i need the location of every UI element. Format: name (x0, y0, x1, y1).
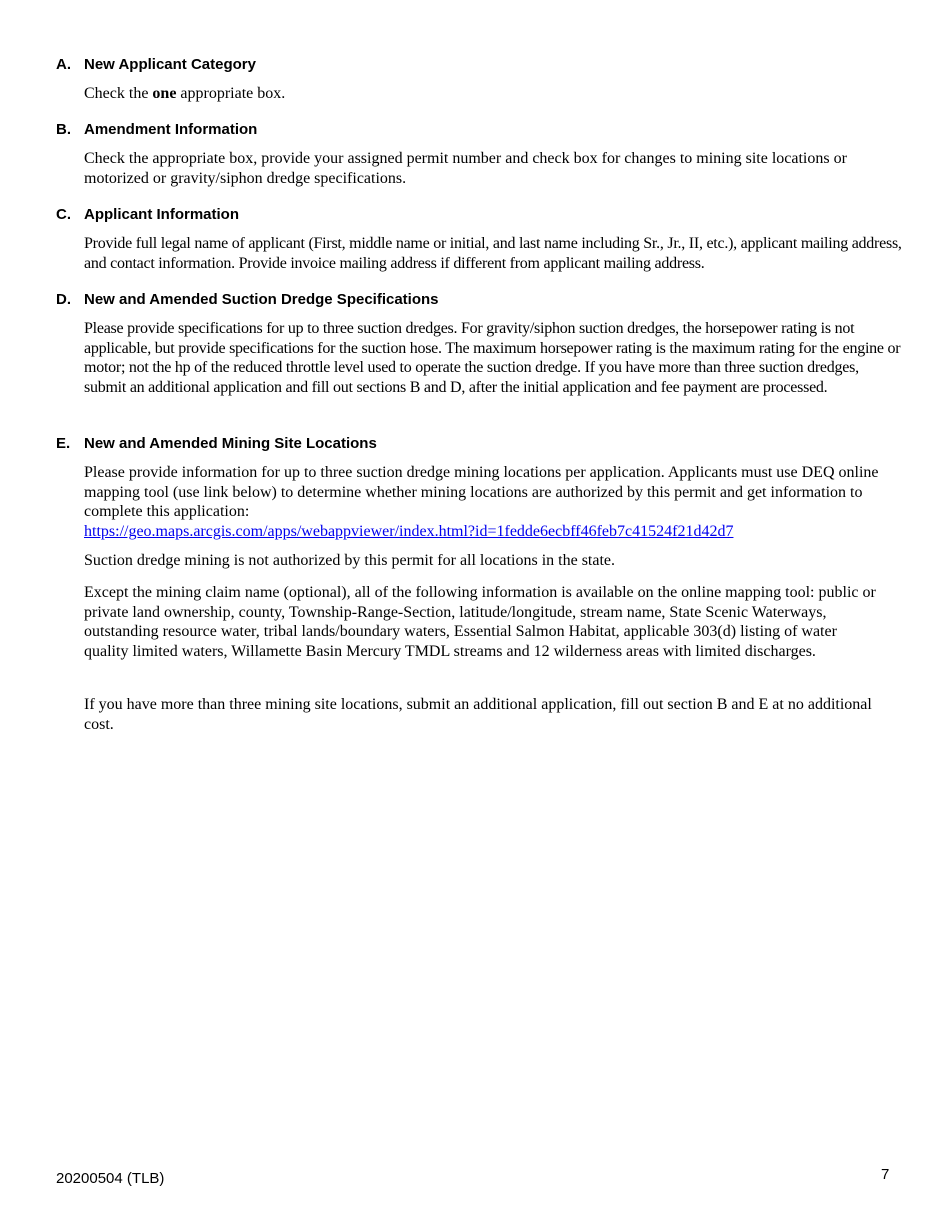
section-d-heading (56, 291, 439, 309)
footer-page-number: 7 (881, 1166, 890, 1183)
section-b-heading (56, 121, 257, 139)
section-a-title: New Applicant Category (84, 56, 256, 73)
section-e-para-3: Except the mining claim name (optional), all of the following information is available on the online mapping tool: public or private land ownership, county, Township-Range-Section, latitude/longitude, stream name, State Scenic Waterways, outstanding resource water, tribal lands/boundary waters, Essential Salmon Habitat, applicable 303(d) listing of water quality limited waters, Willamette Basin Mercury TMDL streams and 12 wilderness areas with limited discharges. (84, 584, 876, 660)
section-c-heading (56, 206, 239, 224)
section-a-text-bold: one (152, 85, 177, 102)
section-b-text: Check the appropriate box, provide your assigned permit number and check box for changes to mining site locations or motorized or gravity/siphon dredge specifications. (84, 150, 847, 187)
section-a-heading (56, 56, 256, 74)
section-e-letter: E. (56, 435, 71, 452)
mapping-tool-link[interactable]: https://geo.maps.arcgis.com/apps/webappviewer/index.html?id=1fedde6ecbff46feb7c41524f21d42d7 (84, 522, 734, 540)
section-b-title: Amendment Information (84, 121, 258, 138)
section-c-letter: C. (56, 206, 71, 223)
section-e-para-2: Suction dredge mining is not authorized by this permit for all locations in the state. (84, 552, 616, 569)
section-a-letter: A. (56, 56, 71, 73)
section-d-letter: D. (56, 291, 71, 308)
footer-doc-code: 20200504 (TLB) (56, 1170, 165, 1187)
section-c-text: Provide full legal name of applicant (First, middle name or initial, and last name including Sr., Jr., II, etc.), applicant mailing address, and contact information. Provide invoice mailing address if different from applicant mailing address. (84, 235, 902, 272)
section-e-heading (56, 435, 377, 453)
section-b-letter: B. (56, 121, 71, 138)
section-e-text-body: Please provide information for up to three suction dredge mining locations per application. Applicants must use DEQ online mapping tool (use link below) to determine whether mining locations are authorized by this permit and get information to complete this application: (84, 464, 879, 521)
section-a-text-pre: Check the (84, 85, 153, 102)
section-d-text: Please provide specifications for up to three suction dredges. For gravity/siphon suction dredges, the horsepower rating is not applicable, but provide specifications for the suction hose. The maximum horsepower rating is the maximum rating for the engine or motor; not the hp of the reduced throttle level used to operate the suction dredge. If you have more than three suction dredges, submit an additional application and fill out sections B and D, after the initial application and fee payment are processed. (84, 320, 901, 396)
section-e-para-4: If you have more than three mining site locations, submit an additional application, fill out section B and E at no additional cost. (84, 696, 872, 733)
section-d-title: New and Amended Suction Dredge Specifications (84, 291, 439, 308)
section-a-text (84, 84, 896, 104)
section-a-text-post: appropriate box. (176, 85, 286, 102)
section-c-title: Applicant Information (84, 206, 239, 223)
section-e-title: New and Amended Mining Site Locations (84, 435, 377, 452)
section-e-text (84, 463, 884, 541)
